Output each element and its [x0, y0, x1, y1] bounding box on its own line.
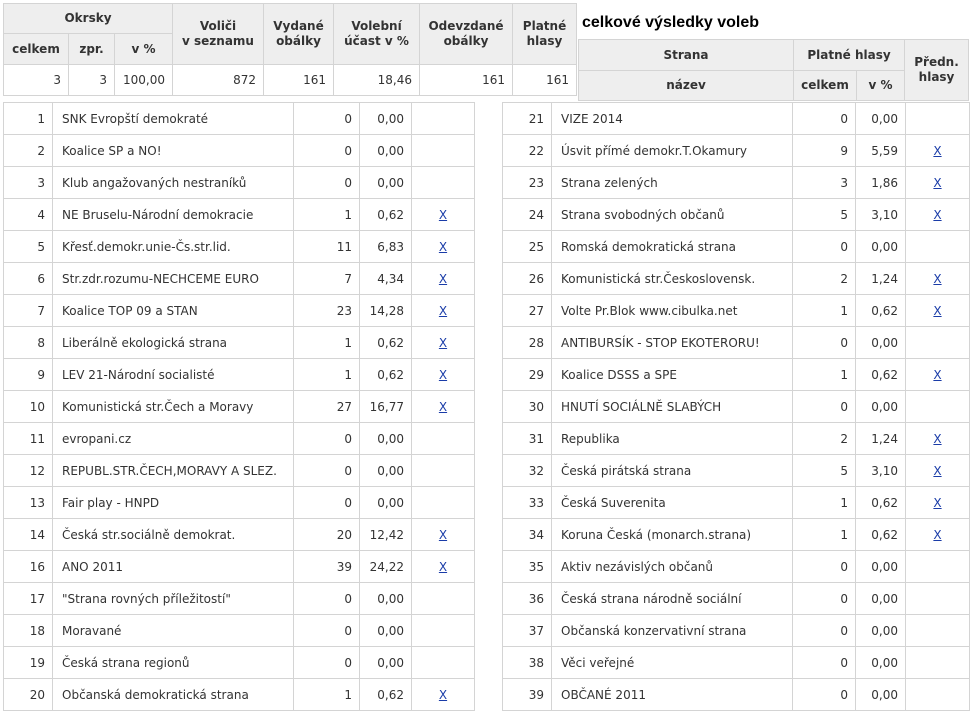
- summary-table: [3, 3, 577, 96]
- preference-votes-link[interactable]: X: [933, 271, 942, 286]
- party-percent: 14,28: [360, 295, 412, 327]
- results-table-right: [502, 102, 970, 711]
- party-number: 14: [4, 519, 53, 551]
- okrsky-zpr-header: zpr.: [69, 34, 115, 65]
- preference-votes-cell: [412, 679, 475, 711]
- party-row: [4, 359, 475, 391]
- party-percent: 0,62: [856, 519, 906, 551]
- party-percent: 0,00: [360, 135, 412, 167]
- party-votes: 1: [793, 519, 856, 551]
- preference-votes-link[interactable]: X: [933, 175, 942, 190]
- party-percent: 1,86: [856, 167, 906, 199]
- party-number: 3: [4, 167, 53, 199]
- preference-votes-cell: [412, 135, 475, 167]
- party-name: Komunistická str.Československ.: [552, 263, 793, 295]
- party-name: Koruna Česká (monarch.strana): [552, 519, 793, 551]
- preference-votes-link[interactable]: X: [933, 463, 942, 478]
- party-name: Koalice DSSS a SPE: [552, 359, 793, 391]
- preference-votes-cell: [906, 423, 970, 455]
- party-number: 6: [4, 263, 53, 295]
- party-votes: 39: [294, 551, 360, 583]
- party-percent: 5,59: [856, 135, 906, 167]
- party-votes: 2: [793, 263, 856, 295]
- party-percent: 0,62: [856, 487, 906, 519]
- party-number: 18: [4, 615, 53, 647]
- party-name: "Strana rovných příležitostí": [53, 583, 294, 615]
- party-votes: 0: [793, 647, 856, 679]
- party-votes: 27: [294, 391, 360, 423]
- party-name: Strana zelených: [552, 167, 793, 199]
- preference-votes-cell: [412, 423, 475, 455]
- party-row: [4, 615, 475, 647]
- party-percent: 16,77: [360, 391, 412, 423]
- party-row: [503, 647, 970, 679]
- party-name: Str.zdr.rozumu-NECHCEME EURO: [53, 263, 294, 295]
- preference-votes-cell: [906, 135, 970, 167]
- party-votes: 23: [294, 295, 360, 327]
- party-votes: 1: [793, 295, 856, 327]
- party-number: 4: [4, 199, 53, 231]
- party-votes: 0: [294, 423, 360, 455]
- party-row: [503, 199, 970, 231]
- preference-votes-cell: [412, 231, 475, 263]
- party-name: Občanská konzervativní strana: [552, 615, 793, 647]
- party-percent: 4,34: [360, 263, 412, 295]
- party-row: [503, 327, 970, 359]
- party-number: 16: [4, 551, 53, 583]
- party-name: OBČANÉ 2011: [552, 679, 793, 711]
- preference-votes-cell: [412, 327, 475, 359]
- results-table-left: [3, 102, 475, 711]
- party-name: NE Bruselu-Národní demokracie: [53, 199, 294, 231]
- party-percent: 0,00: [856, 551, 906, 583]
- party-number: 34: [503, 519, 552, 551]
- party-number: 7: [4, 295, 53, 327]
- party-number: 13: [4, 487, 53, 519]
- party-name: LEV 21-Národní socialisté: [53, 359, 294, 391]
- preference-votes-link[interactable]: X: [438, 207, 448, 222]
- preference-votes-cell: [412, 487, 475, 519]
- preference-votes-cell: [906, 263, 970, 295]
- party-row: [503, 583, 970, 615]
- party-percent: 0,00: [856, 583, 906, 615]
- party-row: [4, 583, 475, 615]
- party-name: Česká pirátská strana: [552, 455, 793, 487]
- party-number: 27: [503, 295, 552, 327]
- party-votes: 20: [294, 519, 360, 551]
- party-row: [503, 615, 970, 647]
- party-name: Česká strana regionů: [53, 647, 294, 679]
- party-votes: 7: [294, 263, 360, 295]
- party-percent: 0,62: [360, 359, 412, 391]
- party-number: 22: [503, 135, 552, 167]
- party-name: Volte Pr.Blok www.cibulka.net: [552, 295, 793, 327]
- party-votes: 0: [294, 615, 360, 647]
- party-row: [503, 135, 970, 167]
- preference-votes-cell: [412, 583, 475, 615]
- preference-votes-cell: [412, 519, 475, 551]
- preference-votes-cell: [412, 103, 475, 135]
- party-name: Komunistická str.Čech a Moravy: [53, 391, 294, 423]
- pct-header: v %: [857, 71, 905, 101]
- party-percent: 0,00: [856, 327, 906, 359]
- party-name: Liberálně ekologická strana: [53, 327, 294, 359]
- party-votes: 0: [294, 167, 360, 199]
- party-number: 32: [503, 455, 552, 487]
- party-number: 2: [4, 135, 53, 167]
- party-percent: 0,00: [856, 231, 906, 263]
- party-votes: 0: [793, 679, 856, 711]
- party-name: Úsvit přímé demokr.T.Okamury: [552, 135, 793, 167]
- preference-votes-cell: [412, 455, 475, 487]
- preference-votes-cell: [906, 295, 970, 327]
- party-number: 17: [4, 583, 53, 615]
- party-name: Koalice TOP 09 a STAN: [53, 295, 294, 327]
- preference-votes-cell: [906, 359, 970, 391]
- party-row: [4, 135, 475, 167]
- preference-votes-cell: [412, 295, 475, 327]
- preference-votes-cell: [906, 231, 970, 263]
- party-row: [503, 167, 970, 199]
- party-votes: 0: [294, 455, 360, 487]
- odevzdane-obalky-header: Odevzdané obálky: [420, 4, 513, 65]
- party-number: 1: [4, 103, 53, 135]
- preference-votes-cell: [412, 551, 475, 583]
- party-row: [4, 647, 475, 679]
- platne-hlasy-value: 161: [513, 65, 577, 96]
- party-row: [503, 231, 970, 263]
- party-name: Křesť.demokr.unie-Čs.str.lid.: [53, 231, 294, 263]
- preference-votes-cell: [906, 455, 970, 487]
- preference-votes-cell: [906, 487, 970, 519]
- party-number: 26: [503, 263, 552, 295]
- preference-votes-link[interactable]: X: [438, 399, 448, 414]
- page-title: celkové výsledky voleb: [582, 14, 759, 31]
- party-name: Moravané: [53, 615, 294, 647]
- volici-value: 872: [173, 65, 264, 96]
- party-row: [4, 551, 475, 583]
- preference-votes-cell: [412, 199, 475, 231]
- party-votes: 3: [793, 167, 856, 199]
- preference-votes-link[interactable]: X: [438, 367, 448, 382]
- party-number: 25: [503, 231, 552, 263]
- party-votes: 5: [793, 455, 856, 487]
- party-votes: 1: [294, 327, 360, 359]
- party-row: [503, 551, 970, 583]
- party-name: Republika: [552, 423, 793, 455]
- party-name: Česká strana národně sociální: [552, 583, 793, 615]
- party-name: VIZE 2014: [552, 103, 793, 135]
- party-number: 38: [503, 647, 552, 679]
- party-name: ANTIBURSÍK - STOP EKOTERORU!: [552, 327, 793, 359]
- party-row: [4, 103, 475, 135]
- party-votes: 5: [793, 199, 856, 231]
- preference-votes-cell: [412, 359, 475, 391]
- preference-votes-cell: [906, 647, 970, 679]
- party-votes: 1: [294, 199, 360, 231]
- preference-votes-cell: [906, 583, 970, 615]
- party-percent: 12,42: [360, 519, 412, 551]
- party-percent: 1,24: [856, 423, 906, 455]
- party-percent: 0,00: [856, 615, 906, 647]
- party-name: HNUTÍ SOCIÁLNĚ SLABÝCH: [552, 391, 793, 423]
- party-row: [503, 487, 970, 519]
- party-number: 39: [503, 679, 552, 711]
- party-number: 9: [4, 359, 53, 391]
- party-number: 20: [4, 679, 53, 711]
- party-name: Věci veřejné: [552, 647, 793, 679]
- party-name: evropani.cz: [53, 423, 294, 455]
- vydane-obalky-value: 161: [264, 65, 334, 96]
- party-percent: 24,22: [360, 551, 412, 583]
- preference-votes-cell: [906, 327, 970, 359]
- party-name: Koalice SP a NO!: [53, 135, 294, 167]
- preference-votes-cell: [412, 167, 475, 199]
- party-number: 24: [503, 199, 552, 231]
- party-number: 21: [503, 103, 552, 135]
- party-votes: 1: [793, 487, 856, 519]
- preference-votes-cell: [412, 615, 475, 647]
- party-number: 5: [4, 231, 53, 263]
- party-row: [503, 423, 970, 455]
- party-votes: 0: [294, 647, 360, 679]
- party-number: 35: [503, 551, 552, 583]
- party-row: [4, 487, 475, 519]
- party-name: Strana svobodných občanů: [552, 199, 793, 231]
- preference-votes-cell: [412, 391, 475, 423]
- preference-votes-cell: [906, 199, 970, 231]
- party-percent: 0,00: [360, 583, 412, 615]
- party-number: 33: [503, 487, 552, 519]
- prednostni-hlasy-header: Předn. hlasy: [905, 40, 969, 101]
- party-percent: 3,10: [856, 455, 906, 487]
- party-votes: 9: [793, 135, 856, 167]
- summary-values-row: [4, 65, 577, 96]
- preference-votes-link[interactable]: X: [933, 143, 942, 158]
- preference-votes-link[interactable]: X: [438, 271, 448, 286]
- preference-votes-link[interactable]: X: [933, 495, 942, 510]
- okrsky-pct-value: 100,00: [115, 65, 173, 96]
- party-row: [4, 263, 475, 295]
- okrsky-pct-header: v %: [115, 34, 173, 65]
- preference-votes-link[interactable]: X: [438, 335, 448, 350]
- nazev-header: název: [579, 71, 794, 101]
- preference-votes-link[interactable]: X: [933, 303, 942, 318]
- results-header-table: [578, 39, 969, 101]
- party-percent: 6,83: [360, 231, 412, 263]
- preference-votes-link[interactable]: X: [438, 687, 448, 702]
- volebni-ucast-header: Volební účast v %: [334, 4, 420, 65]
- party-row: [503, 391, 970, 423]
- party-percent: 0,62: [360, 679, 412, 711]
- volici-header: Voliči v seznamu: [173, 4, 264, 65]
- party-row: [4, 519, 475, 551]
- party-percent: 0,00: [856, 647, 906, 679]
- preference-votes-cell: [906, 551, 970, 583]
- okrsky-header: Okrsky: [4, 4, 173, 34]
- party-percent: 0,00: [360, 167, 412, 199]
- party-votes: 0: [793, 391, 856, 423]
- okrsky-zpr-value: 3: [69, 65, 115, 96]
- preference-votes-link[interactable]: X: [438, 527, 448, 542]
- preference-votes-link[interactable]: X: [438, 559, 448, 574]
- preference-votes-cell: [906, 519, 970, 551]
- party-percent: 3,10: [856, 199, 906, 231]
- party-row: [503, 359, 970, 391]
- preference-votes-cell: [906, 167, 970, 199]
- party-name: Aktiv nezávislých občanů: [552, 551, 793, 583]
- party-votes: 0: [793, 327, 856, 359]
- party-number: 19: [4, 647, 53, 679]
- party-name: Občanská demokratická strana: [53, 679, 294, 711]
- party-row: [4, 167, 475, 199]
- party-votes: 2: [793, 423, 856, 455]
- party-votes: 0: [793, 583, 856, 615]
- party-number: 30: [503, 391, 552, 423]
- party-row: [4, 199, 475, 231]
- party-percent: 0,62: [856, 295, 906, 327]
- party-name: Romská demokratická strana: [552, 231, 793, 263]
- party-row: [503, 295, 970, 327]
- preference-votes-cell: [906, 391, 970, 423]
- party-number: 29: [503, 359, 552, 391]
- party-percent: 0,00: [360, 647, 412, 679]
- party-number: 31: [503, 423, 552, 455]
- party-row: [4, 327, 475, 359]
- preference-votes-link[interactable]: X: [438, 239, 448, 254]
- party-number: 12: [4, 455, 53, 487]
- party-votes: 0: [294, 103, 360, 135]
- party-name: Fair play - HNPD: [53, 487, 294, 519]
- party-percent: 0,00: [360, 423, 412, 455]
- preference-votes-cell: [906, 103, 970, 135]
- party-percent: 0,00: [360, 455, 412, 487]
- party-row: [4, 455, 475, 487]
- party-percent: 0,00: [360, 487, 412, 519]
- party-name: Česká Suverenita: [552, 487, 793, 519]
- party-row: [4, 679, 475, 711]
- party-percent: 0,00: [856, 391, 906, 423]
- preference-votes-link[interactable]: X: [933, 431, 942, 446]
- preference-votes-cell: [412, 263, 475, 295]
- celkem-header: celkem: [794, 71, 857, 101]
- volebni-ucast-value: 18,46: [334, 65, 420, 96]
- party-votes: 0: [294, 135, 360, 167]
- party-number: 23: [503, 167, 552, 199]
- party-votes: 0: [294, 487, 360, 519]
- party-percent: 0,00: [856, 103, 906, 135]
- party-percent: 1,24: [856, 263, 906, 295]
- preference-votes-link[interactable]: X: [933, 367, 942, 382]
- party-name: SNK Evropští demokraté: [53, 103, 294, 135]
- preference-votes-link[interactable]: X: [933, 207, 942, 222]
- party-number: 28: [503, 327, 552, 359]
- party-votes: 1: [793, 359, 856, 391]
- preference-votes-cell: [412, 647, 475, 679]
- party-row: [4, 231, 475, 263]
- party-number: 10: [4, 391, 53, 423]
- vydane-obalky-header: Vydané obálky: [264, 4, 334, 65]
- party-name: Klub angažovaných nestraníků: [53, 167, 294, 199]
- party-row: [503, 455, 970, 487]
- party-percent: 0,62: [360, 199, 412, 231]
- strana-header: Strana: [579, 40, 794, 71]
- party-percent: 0,62: [360, 327, 412, 359]
- party-number: 37: [503, 615, 552, 647]
- preference-votes-cell: [906, 679, 970, 711]
- preference-votes-cell: [906, 615, 970, 647]
- party-votes: 0: [793, 615, 856, 647]
- party-name: ANO 2011: [53, 551, 294, 583]
- party-name: REPUBL.STR.ČECH,MORAVY A SLEZ.: [53, 455, 294, 487]
- platne-hlasy-header: Platné hlasy: [513, 4, 577, 65]
- party-votes: 0: [793, 551, 856, 583]
- okrsky-celkem-value: 3: [4, 65, 69, 96]
- party-row: [503, 679, 970, 711]
- party-votes: 0: [793, 231, 856, 263]
- party-percent: 0,00: [360, 615, 412, 647]
- party-votes: 0: [294, 583, 360, 615]
- party-number: 36: [503, 583, 552, 615]
- party-votes: 1: [294, 679, 360, 711]
- party-votes: 11: [294, 231, 360, 263]
- party-row: [4, 423, 475, 455]
- preference-votes-link[interactable]: X: [438, 303, 448, 318]
- party-percent: 0,00: [360, 103, 412, 135]
- party-row: [4, 295, 475, 327]
- party-percent: 0,62: [856, 359, 906, 391]
- party-votes: 0: [793, 103, 856, 135]
- party-row: [503, 519, 970, 551]
- okrsky-celkem-header: celkem: [4, 34, 69, 65]
- party-name: Česká str.sociálně demokrat.: [53, 519, 294, 551]
- party-number: 8: [4, 327, 53, 359]
- party-votes: 1: [294, 359, 360, 391]
- party-number: 11: [4, 423, 53, 455]
- party-row: [503, 263, 970, 295]
- odevzdane-obalky-value: 161: [420, 65, 513, 96]
- party-percent: 0,00: [856, 679, 906, 711]
- party-row: [4, 391, 475, 423]
- party-row: [503, 103, 970, 135]
- preference-votes-link[interactable]: X: [933, 527, 942, 542]
- platne-hlasy-group-header: Platné hlasy: [794, 40, 905, 71]
